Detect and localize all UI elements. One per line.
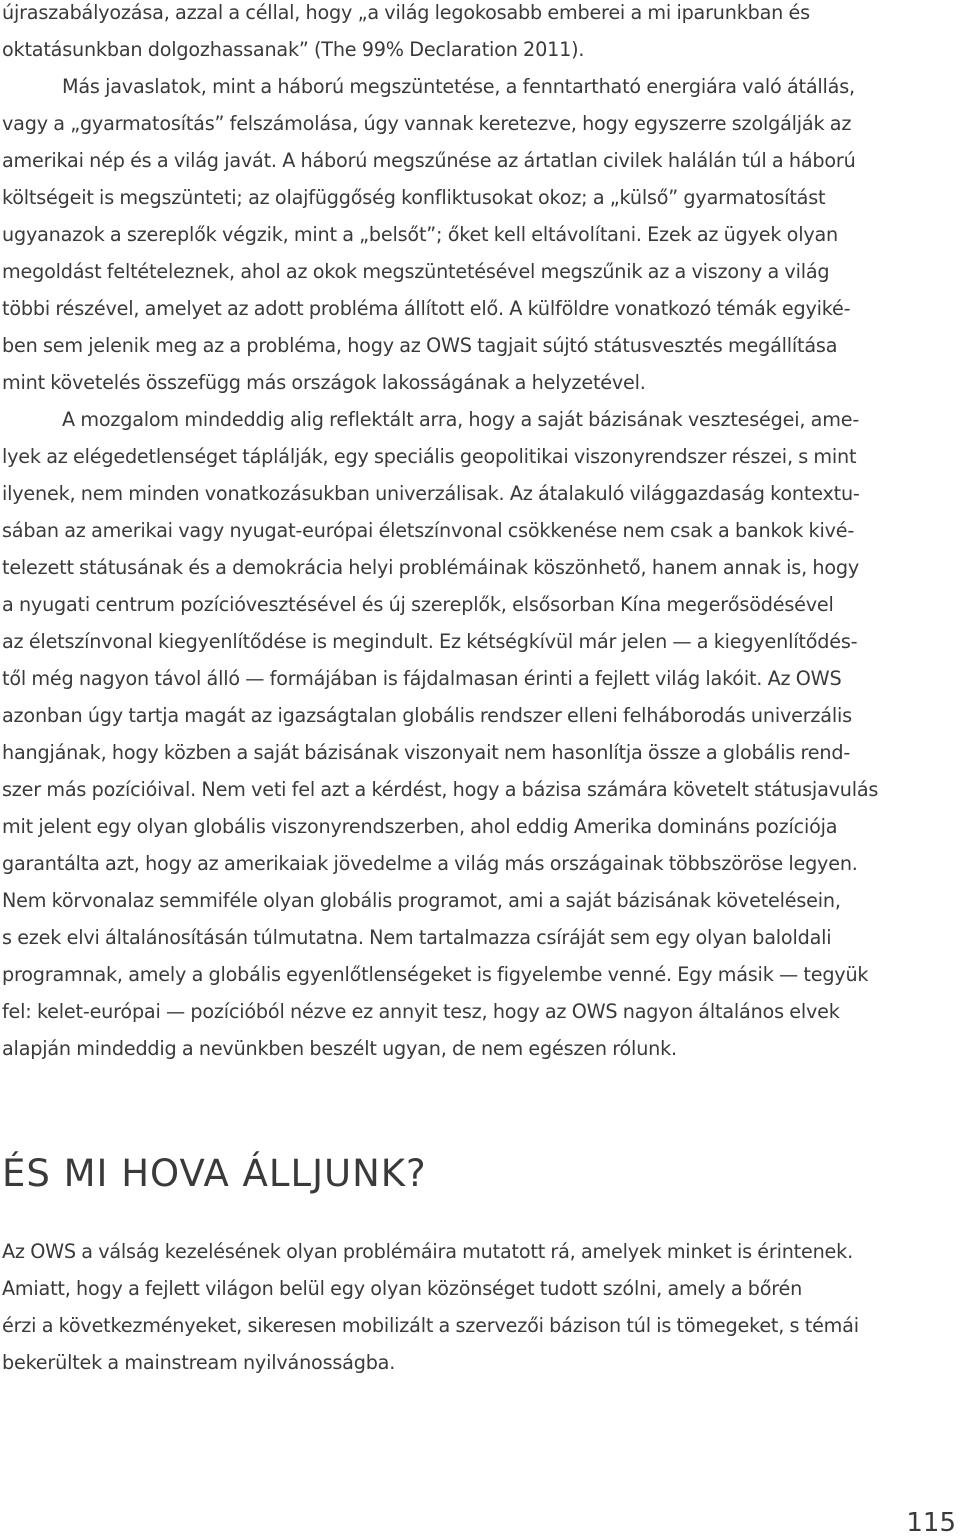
text-line: alapján mindeddig a nevünkben beszélt ugyan, de nem egészen rólunk.: [2, 1037, 677, 1060]
text-line: újraszabályozása, azzal a céllal, hogy „a világ legokosabb emberei a mi iparunkban és: [2, 1, 810, 24]
text-line: fel: kelet-európai — pozícióból nézve ez annyit tesz, hogy az OWS nagyon általános elvek: [2, 1000, 840, 1023]
page-number: 115: [906, 1508, 956, 1538]
text-line: lyek az elégedetlenséget táplálják, egy speciális geopolitikai viszonyrendszer részei, s mint: [2, 445, 857, 468]
text-line: A mozgalom mindeddig alig reflektált arra, hogy a saját bázisának veszteségei, ame-: [62, 408, 860, 431]
text-line: mint követelés összefügg más országok lakosságának a helyzetével.: [2, 371, 646, 394]
text-line: től még nagyon távol álló — formájában is fájdalmasan érinti a fejlett világ lakóit. Az OWS: [2, 667, 842, 690]
text-line: bekerültek a mainstream nyilvánosságba.: [2, 1351, 396, 1374]
text-line: költségeit is megszünteti; az olajfüggőség konfliktusokat okoz; a „külső” gyarmatosítást: [2, 186, 826, 209]
text-line: oktatásunkban dolgozhassanak” (The 99% Declaration 2011).: [2, 38, 585, 61]
section-heading: ÉS MI HOVA ÁLLJUNK?: [2, 1152, 427, 1195]
text-line: garantálta azt, hogy az amerikaiak jövedelme a világ más országainak többszöröse legyen.: [2, 852, 858, 875]
text-line: telezett státusának és a demokrácia helyi problémáinak köszönhető, hanem annak is, hogy: [2, 556, 860, 579]
text-line: hangjának, hogy közben a saját bázisának viszonyait nem hasonlítja össze a globális rend-: [2, 741, 851, 764]
text-line: Az OWS a válság kezelésének olyan problémáira mutatott rá, amelyek minket is érintenek.: [2, 1240, 853, 1263]
text-line: programnak, amely a globális egyenlőtlenségeket is figyelembe venné. Egy másik — tegyük: [2, 963, 869, 986]
text-line: szer más pozícióival. Nem veti fel azt a kérdést, hogy a bázisa számára követelt státusjavulás: [2, 778, 879, 801]
text-line: Amiatt, hogy a fejlett világon belül egy olyan közönséget tudott szólni, amely a bőrén: [2, 1277, 803, 1300]
text-line: ugyanazok a szereplők végzik, mint a „belsőt”; őket kell eltávolítani. Ezek az ügyek olyan: [2, 223, 839, 246]
text-line: sában az amerikai vagy nyugat-európai életszínvonal csökkenése nem csak a bankok kivé-: [2, 519, 855, 542]
text-line: ilyenek, nem minden vonatkozásukban univerzálisak. Az átalakuló világgazdaság kontextu-: [2, 482, 860, 505]
text-line: azonban úgy tartja magát az igazságtalan globális rendszer elleni felháborodás univerzális: [2, 704, 852, 727]
text-line: mit jelent egy olyan globális viszonyrendszerben, ahol eddig Amerika domináns pozíciója: [2, 815, 838, 838]
text-line: a nyugati centrum pozícióvesztésével és új szereplők, elsősorban Kína megerősödésével: [2, 593, 834, 616]
text-line: vagy a „gyarmatosítás” felszámolása, úgy vannak keretezve, hogy egyszerre szolgálják az: [2, 112, 852, 135]
text-line: Más javaslatok, mint a háború megszüntetése, a fenntartható energiára való átállás,: [62, 75, 855, 98]
text-line: ben sem jelenik meg az a probléma, hogy az OWS tagjait sújtó státusvesztés megállítása: [2, 334, 838, 357]
text-line: többi részével, amelyet az adott probléma állított elő. A külföldre vonatkozó témák egyiké-: [2, 297, 851, 320]
text-line: megoldást feltételeznek, ahol az okok megszüntetésével megszűnik az a viszony a világ: [2, 260, 830, 283]
text-line: az életszínvonal kiegyenlítődése is megindult. Ez kétségkívül már jelen — a kiegyenlítődés-: [2, 630, 858, 653]
text-line: Nem körvonalaz semmiféle olyan globális programot, ami a saját bázisának követelésein,: [2, 889, 841, 912]
text-line: s ezek elvi általánosításán túlmutatna. Nem tartalmazza csíráját sem egy olyan baloldali: [2, 926, 832, 949]
text-line: amerikai nép és a világ javát. A háború megszűnése az ártatlan civilek halálán túl a háború: [2, 149, 856, 172]
text-line: érzi a következményeket, sikeresen mobilizált a szervezői bázison túl is tömegeket, s témái: [2, 1314, 859, 1337]
